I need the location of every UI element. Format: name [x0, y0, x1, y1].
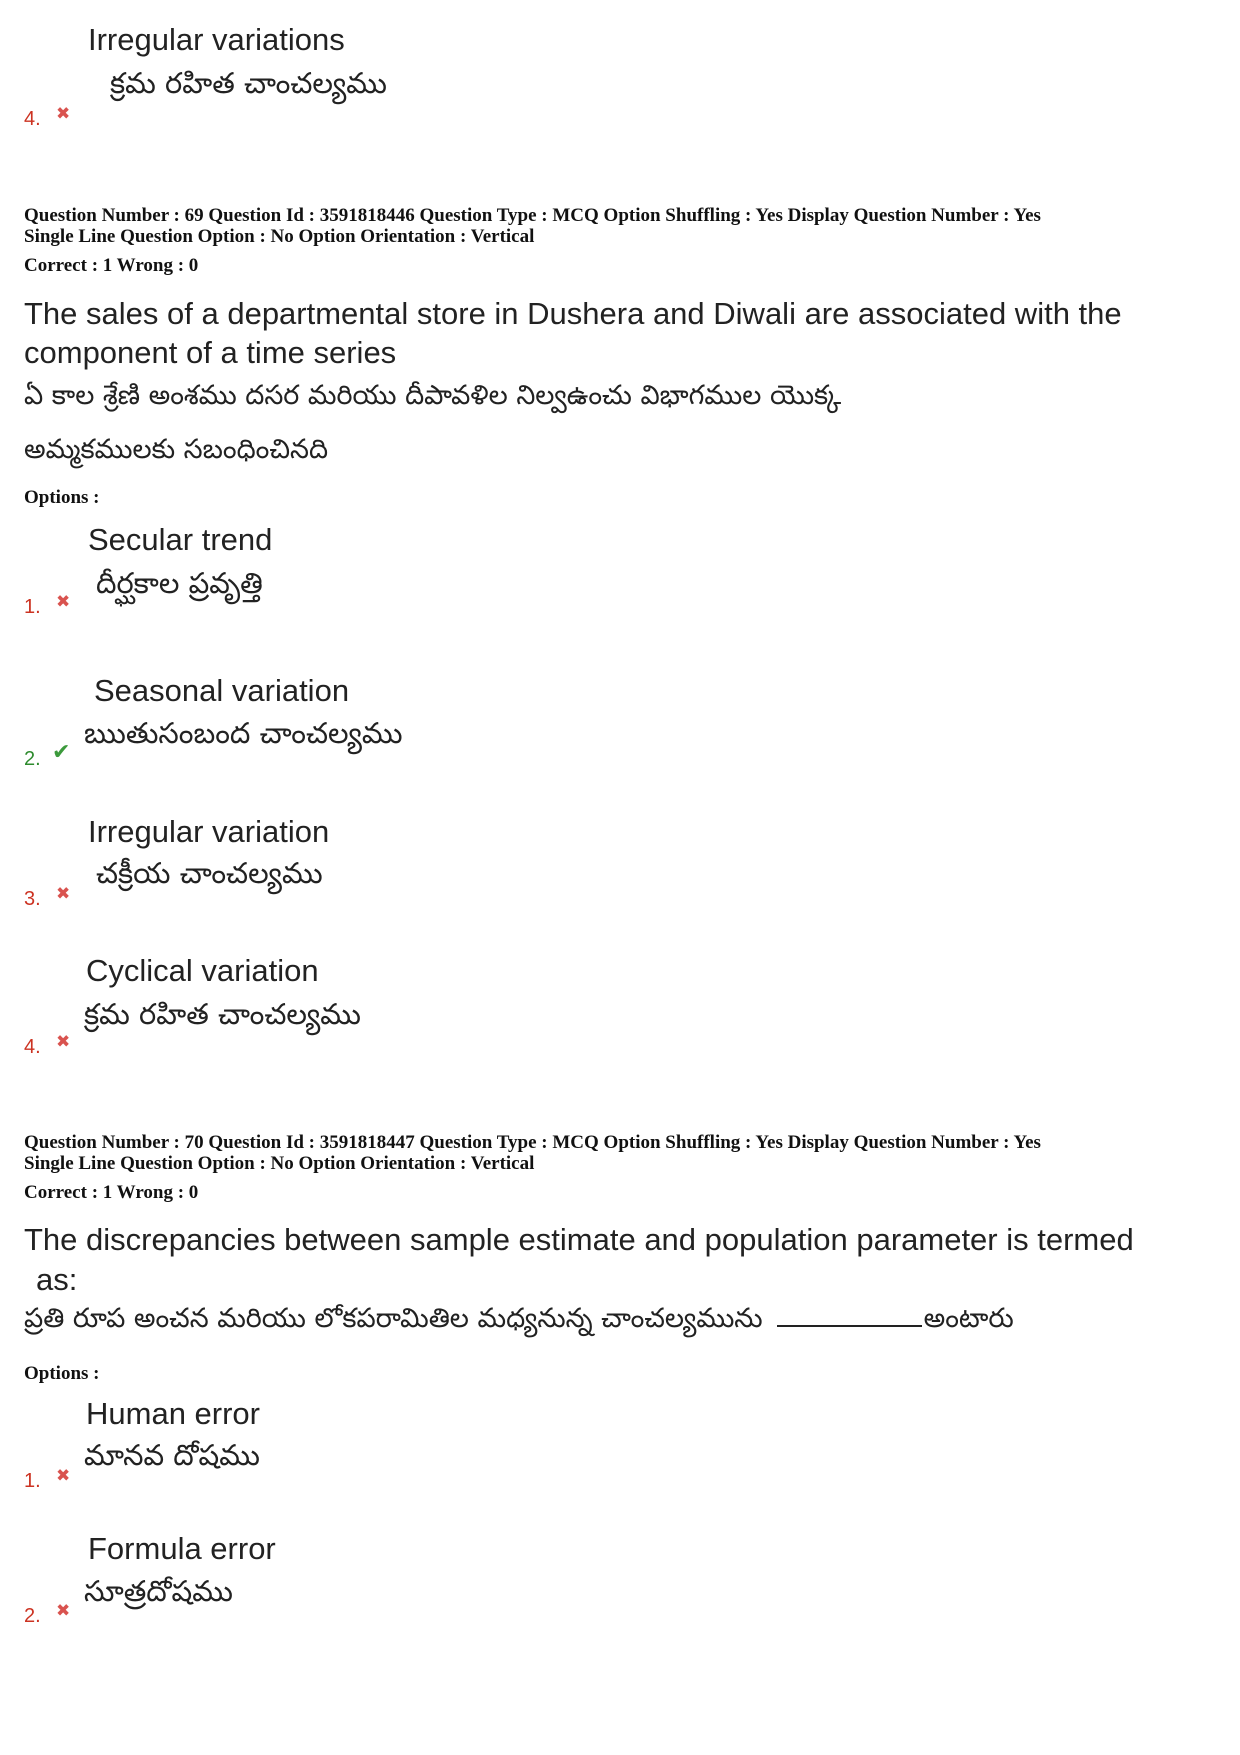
- question-meta-line2: Single Line Question Option : No Option Orientation : Vertical: [24, 1153, 535, 1174]
- option-telugu-text: సూత్రదోషము: [84, 1574, 233, 1608]
- wrong-mark-icon: ✖: [56, 104, 71, 124]
- options-label: Options :: [24, 487, 100, 508]
- option-number: 2.: [24, 748, 41, 770]
- option-telugu-text: దీర్ఘకాల ప్రవృత్తి: [96, 566, 263, 600]
- question-score-line: Correct : 1 Wrong : 0: [24, 1182, 199, 1203]
- answer-blank-line: [777, 1303, 922, 1327]
- question-score-line: Correct : 1 Wrong : 0: [24, 255, 199, 276]
- option-english-text: Seasonal variation: [94, 673, 350, 708]
- option-telugu-text: క్రమ రహిత చాంచల్యము: [84, 997, 361, 1031]
- telugu-text-after-blank: అంటారు: [923, 1303, 1014, 1334]
- option-number: 1.: [24, 1470, 41, 1492]
- wrong-mark-icon: ✖: [56, 592, 71, 612]
- wrong-mark-icon: ✖: [56, 884, 71, 904]
- option-number: 3.: [24, 888, 41, 910]
- option-english-text: Irregular variation: [88, 814, 330, 849]
- wrong-mark-icon: ✖: [56, 1601, 71, 1621]
- option-telugu-text: ఋతుసంబంద చాంచల్యము: [84, 716, 403, 750]
- question-text-telugu-line1: ఏ కాల శ్రేణి అంశము దసర మరియు దీపావళిల నిల్వఉంచు విభాగముల యొక్క: [24, 380, 842, 411]
- option-english-text: Human error: [86, 1396, 260, 1431]
- question-text-telugu-fill-blank: [24, 1303, 1014, 1341]
- telugu-text-before-blank: ప్రతి రూప అంచన మరియు లోకపరామితిల మధ్యనున్న చాంచల్యమును: [24, 1303, 763, 1334]
- option-english-text: Cyclical variation: [86, 953, 319, 988]
- wrong-mark-icon: ✖: [56, 1032, 71, 1052]
- question-meta-line2: Single Line Question Option : No Option Orientation : Vertical: [24, 226, 535, 247]
- question-text-english-line2: component of a time series: [24, 335, 397, 370]
- question-text-english-line1: The discrepancies between sample estimate and population parameter is termed: [24, 1222, 1134, 1257]
- option-number: 4.: [24, 108, 41, 130]
- question-meta-line1: Question Number : 69 Question Id : 3591818446 Question Type : MCQ Option Shuffling : Yes Display Question Number : Yes: [24, 205, 1041, 226]
- option-number: 2.: [24, 1605, 41, 1627]
- wrong-mark-icon: ✖: [56, 1466, 71, 1486]
- option-number: 1.: [24, 596, 41, 618]
- correct-check-icon: ✔: [52, 740, 71, 765]
- option-english-text: Secular trend: [88, 522, 273, 557]
- question-text-telugu-line2: అమ్మకములకు సబంధించినది: [24, 434, 329, 465]
- question-text-english-line1: The sales of a departmental store in Dushera and Diwali are associated with the: [24, 296, 1122, 331]
- question-text-english-line2: as:: [36, 1262, 78, 1297]
- option-telugu-text: మానవ దోషము: [84, 1438, 260, 1472]
- option-telugu-text: చక్రీయ చాంచల్యము: [96, 856, 323, 890]
- option-telugu-text: క్రమ రహిత చాంచల్యము: [110, 66, 387, 100]
- question-meta-line1: Question Number : 70 Question Id : 3591818447 Question Type : MCQ Option Shuffling : Yes Display Question Number : Yes: [24, 1132, 1041, 1153]
- options-label: Options :: [24, 1363, 100, 1384]
- option-number: 4.: [24, 1036, 41, 1058]
- option-english-text: Formula error: [88, 1531, 276, 1566]
- option-english-text: Irregular variations: [88, 22, 345, 57]
